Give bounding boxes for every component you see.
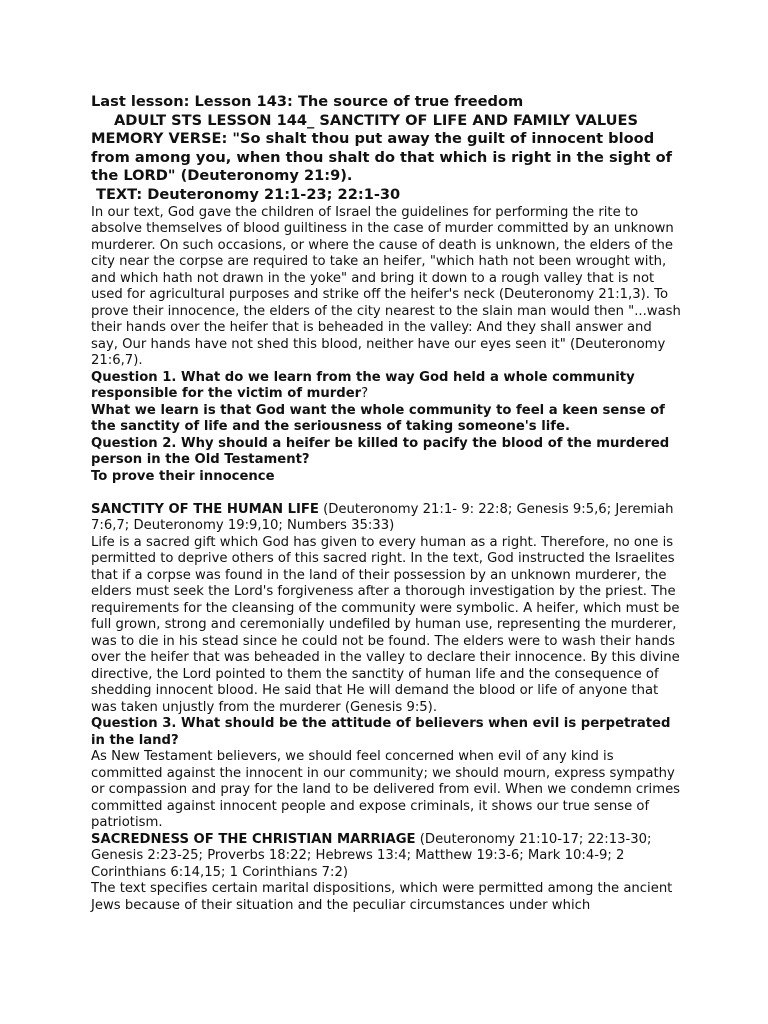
answer-2: To prove their innocence xyxy=(91,468,275,484)
section-sanctity-heading xyxy=(91,502,681,535)
answer-1: What we learn is that God want the whole community to feel a keen sense of the sanctity of life and the seriousness of taking someone's life. xyxy=(91,402,665,435)
memory-verse: MEMORY VERSE: "So shalt thou put away the guilt of innocent blood from among you, when thou shalt do that which is right in the sight of the LORD" (Deuteronomy 21:9). xyxy=(91,130,672,185)
text-reference: TEXT: Deuteronomy 21:1-23; 22:1-30 xyxy=(96,185,401,203)
section-marriage-refs: (Deuteronomy 21:10-17; 22:13-30; Genesis 2:23-25; Proverbs 18:22; Hebrews 13:4; Matthew 19:3-6; Mark 10:4-9; 2 Corinthians 6:14,15; 1 Corinthians 7:2) xyxy=(91,831,652,880)
section-sanctity-title: SANCTITY OF THE HUMAN LIFE xyxy=(91,501,319,517)
answer-3: As New Testament believers, we should feel concerned when evil of any kind is committed against the innocent in our community; we should mourn, express sympathy or compassion and pray for the land to be delivered from evil. When we condemn crimes committed against innocent people and expose criminals, it shows our true sense of patriotism. xyxy=(91,749,681,831)
question-1-mark: ? xyxy=(361,386,369,402)
section-sanctity-paragraph: Life is a sacred gift which God has given to every human as a right. Therefore, no one is permitted to deprive others of this sacred right. In the text, God instructed the Israelites that if a corpse was found in the land of their possession by an unknown murderer, the elders must seek the Lord's forgiveness after a thorough investigation by the priest. The requirements for the cleansing of the community were symbolic. A heifer, which must be full grown, strong and ceremonially undefiled by human use, representing the murderer, was to die in his stead since he could not be found. The elders were to wash their hands over the heifer that was beheaded in the valley to declare their innocence. By this divine directive, the Lord pointed to them the sanctity of human life and the consequence of shedding innocent blood. He said that He will demand the blood or life of anyone that was taken unjustly from the murderer (Genesis 9:5). xyxy=(91,534,680,715)
section-sanctity-refs: (Deuteronomy 21:1- 9: 22:8; Genesis 9:5,6; Jeremiah 7:6,7; Deuteronomy 19:9,10; Numbers 35:33) xyxy=(91,501,674,534)
question-1-text: Question 1. What do we learn from the way God held a whole community responsible for the victim of murder xyxy=(91,369,635,402)
section-marriage-heading xyxy=(91,832,681,882)
question-1 xyxy=(91,370,681,403)
section-marriage-title: SACREDNESS OF THE CHRISTIAN MARRIAGE xyxy=(91,831,416,847)
section-marriage-paragraph: The text specifies certain marital dispositions, which were permitted among the ancient Jews because of their situation and the peculiar circumstances under which xyxy=(91,881,673,913)
question-3: Question 3. What should be the attitude of believers when evil is perpetrated in the land? xyxy=(91,716,671,748)
lesson-title: ADULT STS LESSON 144_ SANCTITY OF LIFE AND FAMILY VALUES xyxy=(114,111,638,129)
document-page xyxy=(91,93,681,914)
blank-line xyxy=(91,485,681,502)
intro-paragraph: In our text, God gave the children of Israel the guidelines for performing the rite to absolve themselves of blood guiltiness in the case of murder committed by an unknown murderer. On such occasions, or where the cause of death is unknown, the elders of the city near the corpse are required to take an heifer, "which hath not been wrought with, and which hath not drawn in the yoke" and bring it down to a rough valley that is not used for agricultural purposes and strike off the heifer's neck (Deuteronomy 21:1,3). To prove their innocence, the elders of the city nearest to the slain man would then "...wash their hands over the heifer that is beheaded in the valley: And they shall answer and say, Our hands have not shed this blood, neither have our eyes seen it" (Deuteronomy 21:6,7). xyxy=(91,204,681,369)
question-2: Question 2. Why should a heifer be killed to pacify the blood of the murdered person in the Old Testament? xyxy=(91,435,670,468)
last-lesson-line: Last lesson: Lesson 143: The source of true freedom xyxy=(91,93,524,110)
